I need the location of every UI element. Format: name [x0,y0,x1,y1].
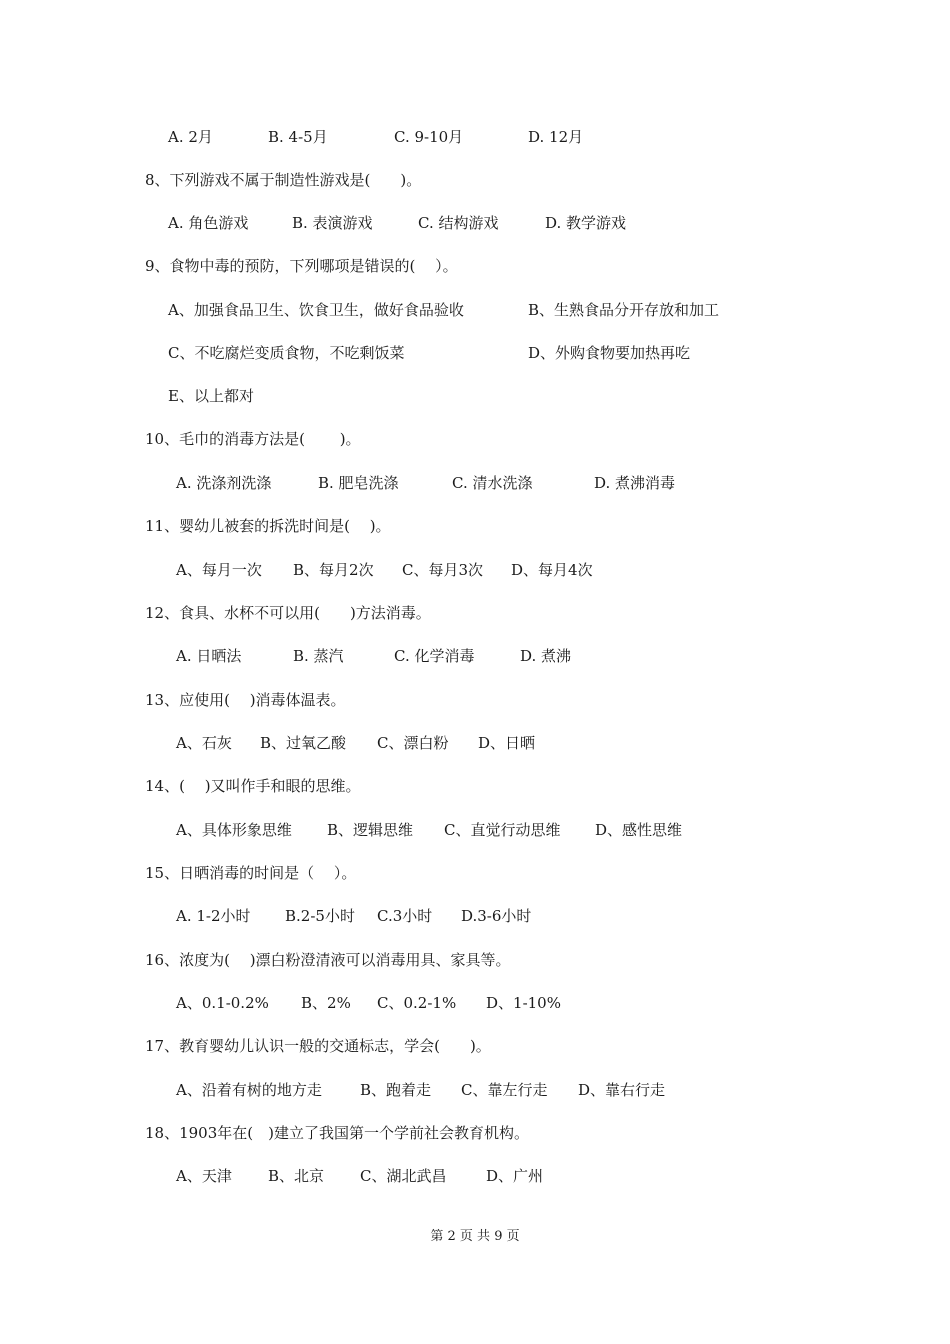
q13-option-b: B、过氧乙酸 [260,734,347,752]
q13-option-c: C、漂白粉 [377,734,449,752]
q9-option-a: A、加强食品卫生、饮食卫生，做好食品验收 [168,301,464,319]
q12-option-d: D. 煮沸 [520,647,572,665]
q16-question: 16、浓度为( )漂白粉澄清液可以消毒用具、家具等。 [145,951,511,969]
q9-option-e: E、以上都对 [168,387,254,405]
q7-option-c: C. 9-10月 [394,128,464,146]
q12-question: 12、食具、水杯不可以用( )方法消毒。 [145,604,431,622]
q9-option-c: C、不吃腐烂变质食物，不吃剩饭菜 [168,344,405,362]
q12-option-a: A. 日晒法 [176,647,242,665]
q18-option-a: A、天津 [176,1167,232,1185]
q13-option-a: A、石灰 [176,734,232,752]
q10-question: 10、毛巾的消毒方法是( )。 [145,430,361,448]
q15-option-c: C.3小时 [377,907,433,925]
q9-option-b: B、生熟食品分开存放和加工 [528,301,720,319]
q8-option-b: B. 表演游戏 [292,214,373,232]
q17-question: 17、教育婴幼儿认识一般的交通标志，学会( )。 [145,1037,491,1055]
q18-option-d: D、广州 [486,1167,544,1185]
q9-question: 9、食物中毒的预防，下列哪项是错误的( ）。 [145,257,458,275]
q15-question: 15、日晒消毒的时间是（ ）。 [145,864,357,882]
q11-option-c: C、每月3次 [402,561,484,579]
q8-option-d: D. 教学游戏 [545,214,627,232]
q10-option-c: C. 清水洗涤 [452,474,533,492]
q14-question: 14、( )又叫作手和眼的思维。 [145,777,361,795]
q15-option-d: D.3-6小时 [461,907,532,925]
q12-option-c: C. 化学消毒 [394,647,475,665]
q14-option-c: C、直觉行动思维 [444,821,561,839]
q7-option-b: B. 4-5月 [268,128,328,146]
q14-option-b: B、逻辑思维 [327,821,414,839]
q9-option-d: D、外购食物要加热再吃 [528,344,691,362]
q8-question: 8、下列游戏不属于制造性游戏是( )。 [145,171,422,189]
q8-option-c: C. 结构游戏 [418,214,499,232]
q11-option-d: D、每月4次 [511,561,593,579]
q14-option-a: A、具体形象思维 [176,821,292,839]
q8-option-a: A. 角色游戏 [168,214,249,232]
page-number: 第 2 页 共 9 页 [430,1229,520,1244]
q17-option-c: C、靠左行走 [461,1081,548,1099]
q17-option-d: D、靠右行走 [578,1081,666,1099]
q15-option-a: A. 1-2小时 [176,907,251,925]
q17-option-b: B、跑着走 [360,1081,432,1099]
q18-question: 18、1903年在( )建立了我国第一个学前社会教育机构。 [145,1124,529,1142]
q7-option-d: D. 12月 [528,128,584,146]
q13-question: 13、应使用( )消毒体温表。 [145,691,346,709]
q15-option-b: B.2-5小时 [285,907,355,925]
q11-option-a: A、每月一次 [176,561,262,579]
q16-option-c: C、0.2-1% [377,994,457,1012]
q16-option-d: D、1-10% [486,994,561,1012]
q10-option-a: A. 洗涤剂洗涤 [176,474,272,492]
q11-option-b: B、每月2次 [293,561,374,579]
q16-option-a: A、0.1-0.2% [176,994,269,1012]
q17-option-a: A、沿着有树的地方走 [176,1081,322,1099]
q18-option-b: B、北京 [268,1167,325,1185]
q12-option-b: B. 蒸汽 [293,647,344,665]
q7-option-a: A. 2月 [168,128,213,146]
q10-option-b: B. 肥皂洗涤 [318,474,399,492]
q10-option-d: D. 煮沸消毒 [594,474,676,492]
q18-option-c: C、湖北武昌 [360,1167,447,1185]
q11-question: 11、婴幼儿被套的拆洗时间是( )。 [145,517,391,535]
q14-option-d: D、感性思维 [595,821,683,839]
q16-option-b: B、2% [301,994,351,1012]
q13-option-d: D、日晒 [478,734,536,752]
